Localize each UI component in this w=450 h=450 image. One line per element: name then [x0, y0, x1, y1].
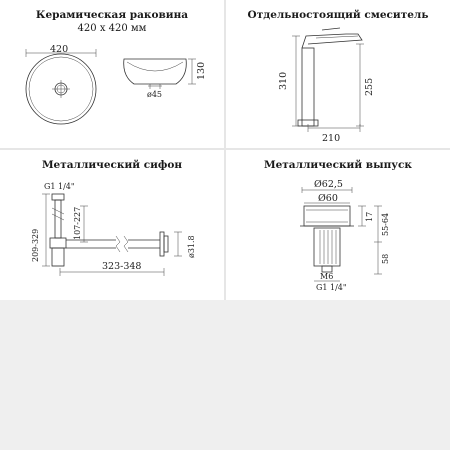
drain-drawing — [226, 150, 450, 298]
drain-bolt-label: M6 — [320, 272, 334, 281]
drain-thread-label: G1 1/4" — [316, 283, 347, 292]
drain-panel — [226, 150, 450, 298]
drain-outer-diameter-label: Ø62,5 — [314, 179, 343, 190]
drain-body-height-label: 58 — [381, 253, 390, 264]
drain-title: Металлический выпуск — [264, 159, 412, 171]
empty-area — [0, 300, 450, 450]
siphon-pipe-diameter-label: ø31.8 — [187, 235, 196, 258]
drain-range-label: 55-64 — [381, 212, 390, 236]
horizontal-divider — [0, 148, 450, 150]
basin-height-label: 130 — [196, 61, 207, 80]
mixer-spout-height-label: 255 — [364, 77, 375, 96]
basin-drain-label: ø45 — [147, 90, 162, 99]
vertical-divider — [224, 0, 226, 300]
drain-inner-diameter-label: Ø60 — [318, 193, 338, 204]
mixer-reach-label: 210 — [322, 133, 341, 144]
basin-panel — [0, 0, 224, 148]
basin-drawing — [0, 0, 224, 148]
siphon-panel — [0, 150, 224, 298]
basin-subtitle: 420 x 420 мм — [77, 23, 147, 34]
siphon-length-range-label: 323-348 — [102, 261, 142, 272]
siphon-drawing — [0, 150, 224, 298]
siphon-thread-label: G1 1/4" — [44, 182, 75, 191]
siphon-height-range-label: 209-329 — [31, 228, 40, 262]
drain-top-height-label: 17 — [365, 211, 374, 222]
mixer-title: Отдельностоящий смеситель — [247, 9, 429, 21]
mixer-total-height-label: 310 — [278, 71, 289, 90]
basin-title: Керамическая раковина — [35, 9, 189, 21]
basin-width-label: 420 — [50, 44, 69, 55]
siphon-adjust-range-label: 107-227 — [73, 206, 82, 240]
mixer-panel — [226, 0, 450, 148]
mixer-drawing — [226, 0, 450, 148]
siphon-title: Металлический сифон — [41, 159, 183, 171]
